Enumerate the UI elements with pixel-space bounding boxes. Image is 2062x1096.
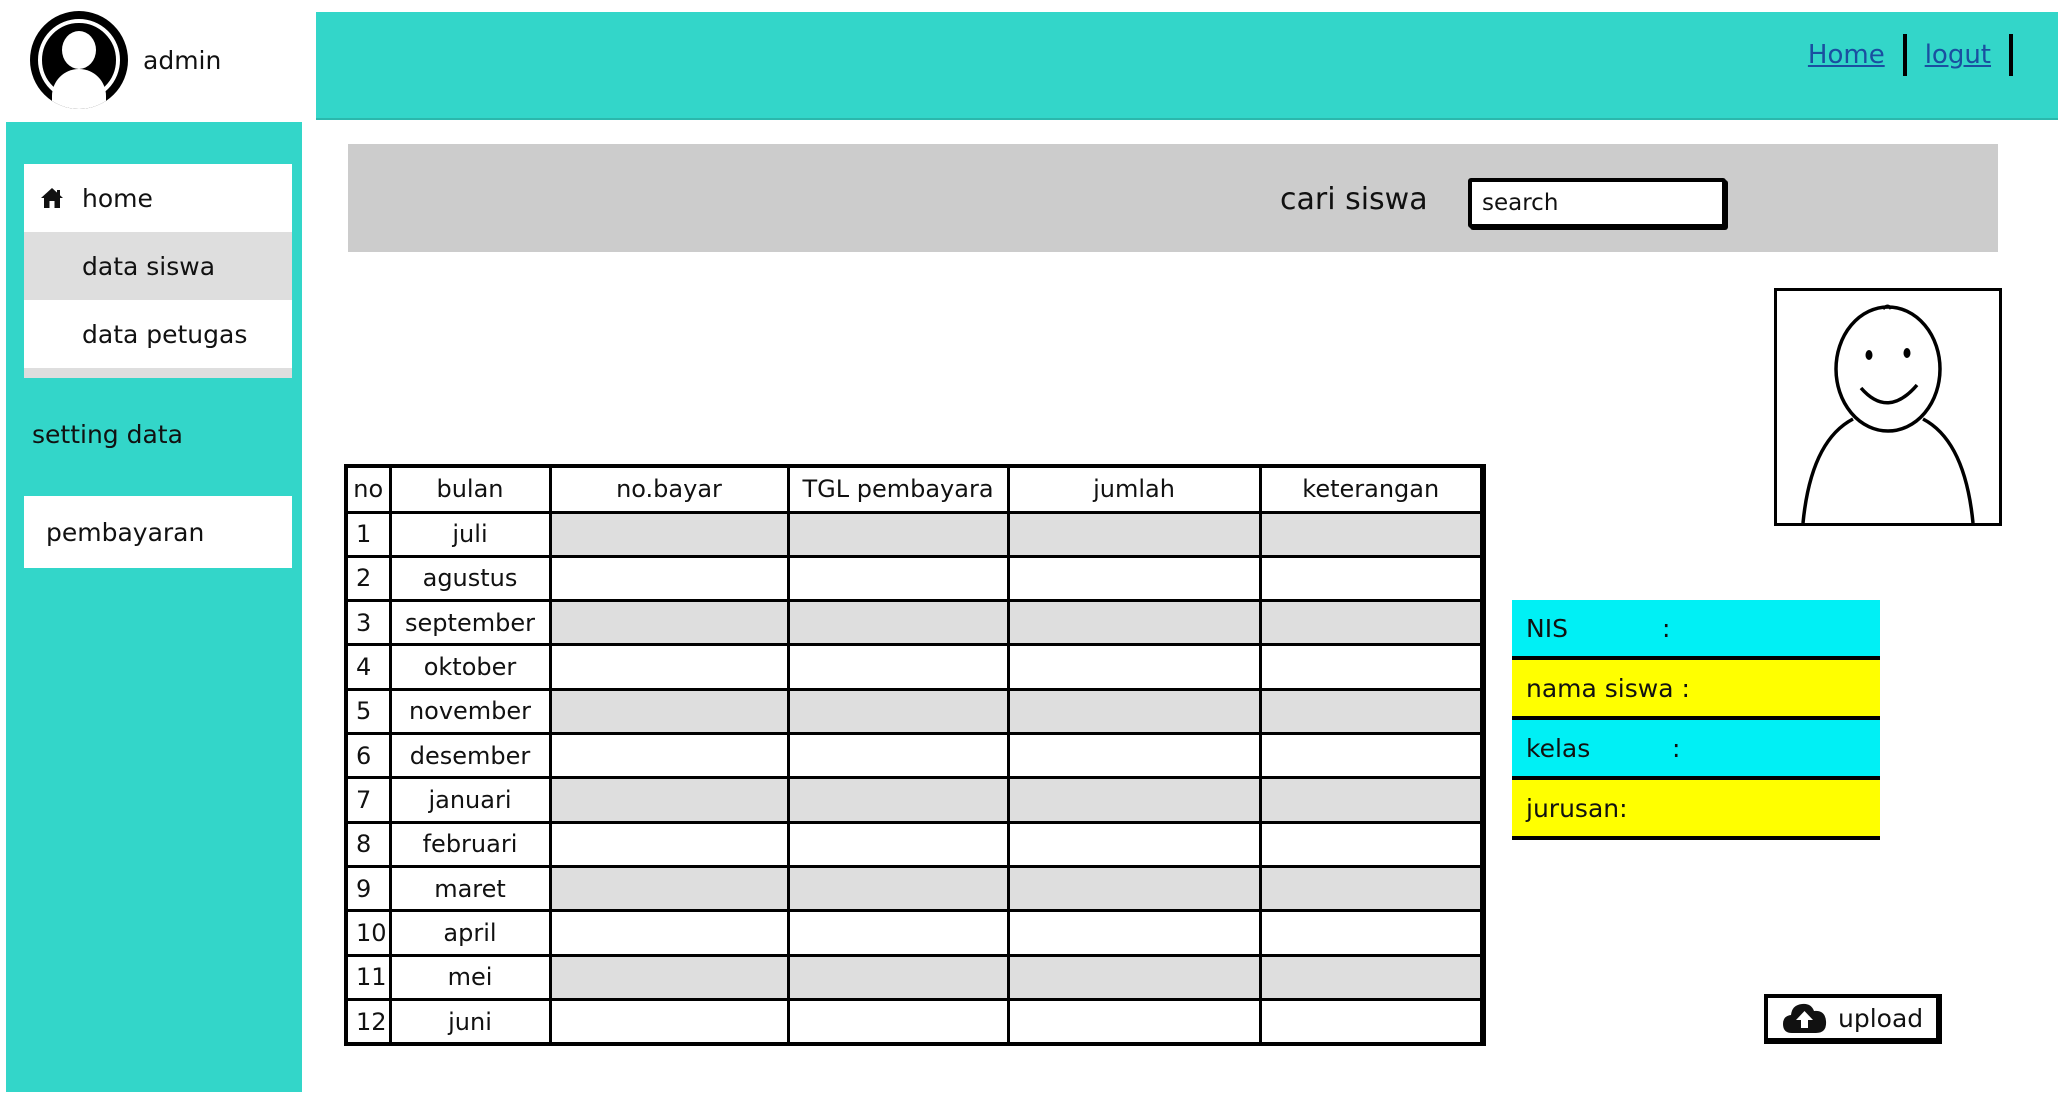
table-row [346,955,1483,999]
sidebar-item-pembayaran[interactable]: pembayaran [24,496,292,568]
table-row [346,911,1483,955]
cell-tgl-pembayaran[interactable] [788,955,1008,999]
cell-no-bayar[interactable] [550,867,788,911]
sidebar-menu [24,164,292,378]
info-row-nama [1512,660,1880,720]
info-colon: : [1672,733,1681,763]
cell-bulan: februari [390,822,550,866]
cell-no: 8 [346,822,390,866]
cell-no-bayar[interactable] [550,955,788,999]
cell-no: 5 [346,689,390,733]
cell-no-bayar[interactable] [550,822,788,866]
cell-no: 1 [346,512,390,556]
nav-divider [1903,34,1907,76]
cell-keterangan[interactable] [1260,822,1483,866]
cell-jumlah[interactable] [1008,867,1260,911]
home-icon [40,187,82,209]
table-row [346,734,1483,778]
cell-no-bayar[interactable] [550,645,788,689]
cell-tgl-pembayaran[interactable] [788,601,1008,645]
cell-no-bayar[interactable] [550,689,788,733]
search-band [348,144,1998,252]
sidebar-item-label: data petugas [82,319,248,349]
table-row [346,867,1483,911]
cell-no-bayar[interactable] [550,778,788,822]
table-row [346,645,1483,689]
search-label: cari siswa [1280,182,1428,217]
student-photo-placeholder [1774,288,2002,526]
cell-no: 9 [346,867,390,911]
cell-no: 6 [346,734,390,778]
column-header: bulan [390,466,550,512]
cell-bulan: april [390,911,550,955]
cell-bulan: september [390,601,550,645]
logout-link[interactable]: logut [1924,40,1991,70]
cell-tgl-pembayaran[interactable] [788,911,1008,955]
user-avatar-icon [30,11,128,109]
info-row-jurusan [1512,780,1880,840]
info-row-kelas [1512,720,1880,780]
cell-no-bayar[interactable] [550,512,788,556]
info-colon: : [1662,613,1671,643]
cell-no-bayar[interactable] [550,734,788,778]
cell-bulan: mei [390,955,550,999]
cell-bulan: agustus [390,556,550,600]
cell-keterangan[interactable] [1260,645,1483,689]
cell-keterangan[interactable] [1260,556,1483,600]
cell-jumlah[interactable] [1008,689,1260,733]
cell-bulan: januari [390,778,550,822]
info-label: nama siswa : [1526,673,1690,703]
cell-bulan: juli [390,512,550,556]
top-nav [1808,34,2013,76]
cell-no: 7 [346,778,390,822]
cell-keterangan[interactable] [1260,601,1483,645]
cell-tgl-pembayaran[interactable] [788,867,1008,911]
table-header-row [346,466,1483,512]
table-row [346,556,1483,600]
cell-no-bayar[interactable] [550,556,788,600]
cell-jumlah[interactable] [1008,512,1260,556]
cell-keterangan[interactable] [1260,1000,1483,1044]
cell-jumlah[interactable] [1008,911,1260,955]
info-label: kelas [1526,733,1591,763]
table-row [346,689,1483,733]
info-label: NIS [1526,613,1568,643]
cell-keterangan[interactable] [1260,955,1483,999]
sidebar-item-label: data siswa [82,251,216,281]
column-header: no [346,466,390,512]
sidebar-item-data-petugas[interactable] [24,300,292,368]
cell-keterangan[interactable] [1260,512,1483,556]
cell-jumlah[interactable] [1008,645,1260,689]
upload-label: upload [1838,1003,1924,1033]
table-row [346,822,1483,866]
table-row [346,512,1483,556]
person-sketch-icon [1777,291,1999,523]
top-bar [316,12,2058,120]
cell-no: 3 [346,601,390,645]
cell-tgl-pembayaran[interactable] [788,512,1008,556]
table-row [346,1000,1483,1044]
cell-tgl-pembayaran[interactable] [788,556,1008,600]
payment-table [344,464,1486,1046]
cell-keterangan[interactable] [1260,867,1483,911]
home-link[interactable]: Home [1807,40,1885,70]
column-header: keterangan [1260,466,1483,512]
cell-jumlah[interactable] [1008,778,1260,822]
sidebar-item-setting-data[interactable]: setting data [32,420,183,449]
column-header: no.bayar [550,466,788,512]
cell-jumlah[interactable] [1008,955,1260,999]
info-row-nis [1512,600,1880,660]
sidebar-item-data-siswa[interactable] [24,232,292,300]
cell-keterangan[interactable] [1260,778,1483,822]
upload-button[interactable] [1764,994,1942,1044]
cell-no: 11 [346,955,390,999]
cell-bulan: desember [390,734,550,778]
cell-tgl-pembayaran[interactable] [788,689,1008,733]
cell-jumlah[interactable] [1008,734,1260,778]
cell-tgl-pembayaran[interactable] [788,822,1008,866]
cell-bulan: november [390,689,550,733]
cell-jumlah[interactable] [1008,822,1260,866]
nav-divider [2009,34,2013,76]
cell-jumlah[interactable] [1008,601,1260,645]
table-row [346,601,1483,645]
user-block [30,10,310,110]
table-row [346,778,1483,822]
cell-no-bayar[interactable] [550,1000,788,1044]
sidebar-item-label: home [82,183,153,213]
cell-no: 12 [346,1000,390,1044]
menu-scroll-edge [24,368,292,378]
cell-bulan: juni [390,1000,550,1044]
cell-tgl-pembayaran[interactable] [788,734,1008,778]
cell-tgl-pembayaran[interactable] [788,778,1008,822]
cell-keterangan[interactable] [1260,734,1483,778]
cell-bulan: oktober [390,645,550,689]
cloud-upload-icon [1782,1001,1828,1035]
search-input[interactable] [1468,178,1726,228]
cell-no-bayar[interactable] [550,601,788,645]
column-header: jumlah [1008,466,1260,512]
cell-tgl-pembayaran[interactable] [788,1000,1008,1044]
student-info-panel [1512,600,1880,840]
cell-bulan: maret [390,867,550,911]
cell-tgl-pembayaran[interactable] [788,645,1008,689]
cell-jumlah[interactable] [1008,556,1260,600]
cell-no: 4 [346,645,390,689]
cell-keterangan[interactable] [1260,689,1483,733]
cell-no-bayar[interactable] [550,911,788,955]
cell-keterangan[interactable] [1260,911,1483,955]
user-name: admin [143,45,222,75]
sidebar-item-home[interactable] [24,164,292,232]
sidebar [6,122,302,1092]
column-header: TGL pembayara [788,466,1008,512]
cell-no: 2 [346,556,390,600]
cell-no: 10 [346,911,390,955]
cell-jumlah[interactable] [1008,1000,1260,1044]
info-label: jurusan: [1526,793,1628,823]
